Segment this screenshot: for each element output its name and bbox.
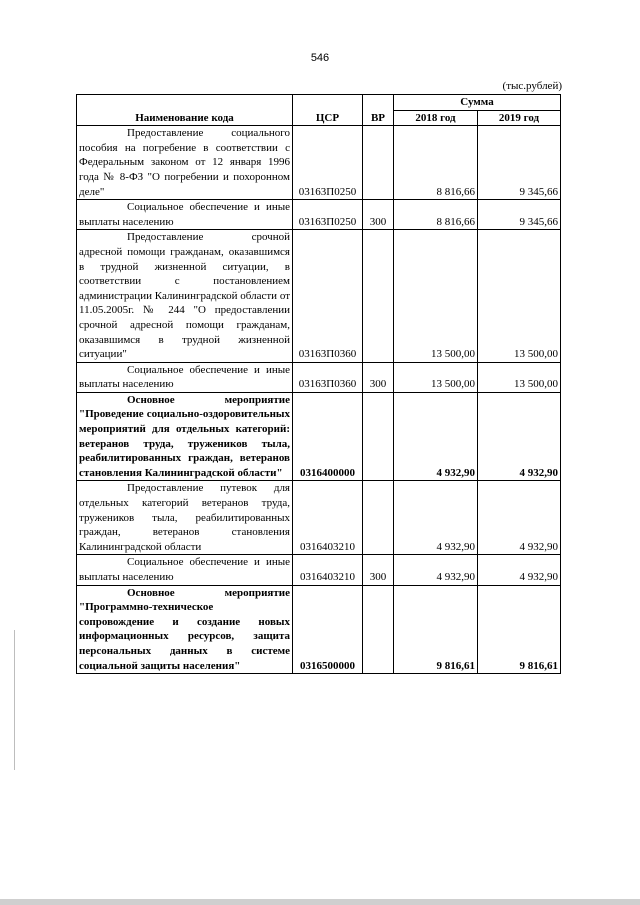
row-2018: 13 500,00 [394, 362, 478, 392]
header-2019: 2019 год [478, 110, 561, 126]
table-row [77, 585, 561, 674]
header-name: Наименование кода [77, 95, 293, 126]
units-note: (тыс.рублей) [502, 80, 562, 92]
row-2018: 8 816,66 [394, 126, 478, 200]
row-vr: 300 [363, 200, 394, 230]
row-name: Социальное обеспечение и иные выплаты населению [79, 556, 290, 583]
table-row [77, 392, 561, 481]
table-row [77, 126, 561, 200]
table-row [77, 555, 561, 585]
table-row [77, 230, 561, 362]
scan-margin-mark [14, 630, 15, 770]
row-name: Социальное обеспечение и иные выплаты населению [79, 201, 290, 228]
table-row [77, 200, 561, 230]
row-2019: 9 816,61 [478, 585, 561, 674]
row-2019: 9 345,66 [478, 126, 561, 200]
row-csr: 03163П0360 [293, 230, 363, 362]
header-sum: Сумма [394, 95, 561, 111]
row-vr [363, 230, 394, 362]
row-2018: 8 816,66 [394, 200, 478, 230]
table-row [77, 362, 561, 392]
header-row-top [77, 95, 561, 111]
row-vr [363, 585, 394, 674]
row-csr: 03163П0250 [293, 200, 363, 230]
row-2019: 13 500,00 [478, 230, 561, 362]
page-number: 546 [310, 52, 330, 64]
row-csr: 0316500000 [293, 585, 363, 674]
row-2018: 13 500,00 [394, 230, 478, 362]
row-name: Социальное обеспечение и иные выплаты населению [79, 363, 290, 391]
row-vr: 300 [363, 555, 394, 585]
row-2018: 4 932,90 [394, 392, 478, 481]
row-vr [363, 126, 394, 200]
header-csr: ЦСР [293, 95, 363, 126]
header-2018: 2018 год [394, 110, 478, 126]
row-2019: 4 932,90 [478, 555, 561, 585]
row-2019: 13 500,00 [478, 362, 561, 392]
row-2018: 4 932,90 [394, 555, 478, 585]
row-name: Основное мероприятие "Программно-техническое сопровождение и создание новых информационных ресурсов, защита персональных данных в системе социальной защиты населения" [79, 586, 290, 672]
row-csr: 03163П0250 [293, 126, 363, 200]
row-vr [363, 481, 394, 555]
row-2019: 4 932,90 [478, 481, 561, 555]
row-2019: 4 932,90 [478, 392, 561, 481]
row-name: Предоставление путевок для отдельных категорий ветеранов труда, тружеников тыла, реабилитированных граждан, ветеранов становления Калининградской области [79, 482, 290, 553]
row-name: Предоставление социального пособия на погребение в соответствии с Федеральным законом от 12 января 1996 года № 8-ФЗ "О погребении и похоронном деле" [79, 127, 290, 198]
row-name: Предоставление срочной адресной помощи гражданам, оказавшимся в трудной жизненной ситуации, в соответствии с постановлением администрации Калининградской области от 11.05.2005г. № 244 "О предоставлении срочной адресной помощи гражданам, оказавшимся в трудной жизненной ситуации" [79, 231, 290, 361]
row-2018: 9 816,61 [394, 585, 478, 674]
row-csr: 03163П0360 [293, 362, 363, 392]
row-name: Основное мероприятие "Проведение социально-оздоровительных мероприятий для отдельных категорий: ветеранов труда, тружеников тыла, реабилитированных граждан, ветеранов становления Калининградской области" [79, 393, 290, 479]
row-2019: 9 345,66 [478, 200, 561, 230]
row-csr: 0316400000 [293, 392, 363, 481]
row-2018: 4 932,90 [394, 481, 478, 555]
row-csr: 0316403210 [293, 481, 363, 555]
scan-bottom-edge [0, 899, 640, 905]
row-vr: 300 [363, 362, 394, 392]
header-vr: ВР [363, 95, 394, 126]
table-row [77, 481, 561, 555]
row-csr: 0316403210 [293, 555, 363, 585]
row-vr [363, 392, 394, 481]
budget-table [76, 94, 561, 674]
